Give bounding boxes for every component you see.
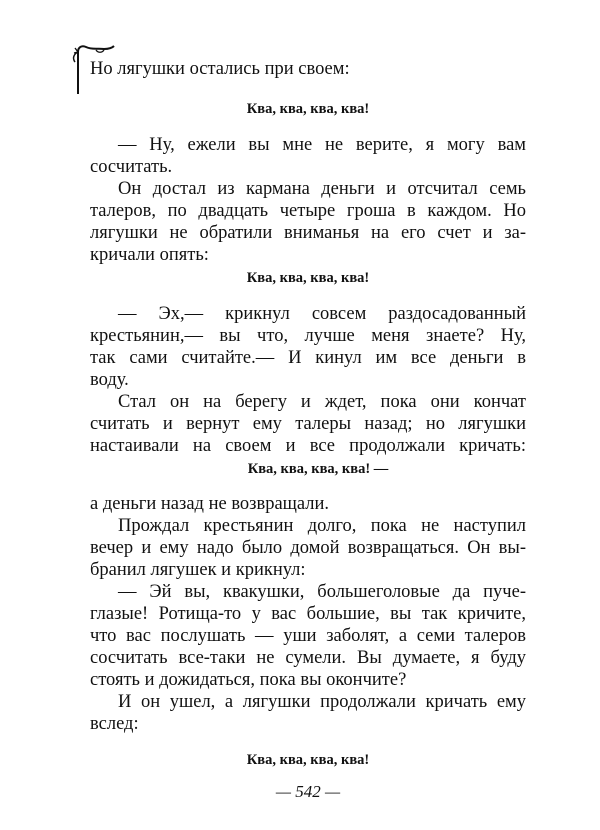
text-line: бранил лягушек и крикнул:	[90, 560, 306, 580]
text-line: лягушки не обратили вниманья на его счет и за-	[90, 223, 526, 243]
text-line: стоять и дожидаться, пока вы окончите?	[90, 670, 407, 690]
refrain-line: Ква, ква, ква, ква!	[246, 270, 370, 286]
refrain-line: Ква, ква, ква, ква!	[246, 101, 370, 117]
text-line: — Эх,— крикнул совсем раздосадованный	[118, 304, 526, 324]
text-line: а деньги назад не возвращали.	[90, 494, 330, 514]
text-line: — Эй вы, квакушки, большеголовые да пуче-	[118, 582, 526, 602]
text-line: Но лягушки остались при своем:	[90, 59, 350, 79]
refrain-line: Ква, ква, ква, ква!	[246, 752, 370, 768]
text-line: что вас послушать — уши заболят, а семи талеров	[90, 626, 526, 646]
text-line: вслед:	[90, 714, 139, 734]
text-line: сосчитать все-таки не сумели. Вы думаете, я буду	[90, 648, 526, 668]
text-line: Стал он на берегу и ждет, пока они кончат	[118, 392, 526, 412]
text-line: Прождал крестьянин долго, пока не наступил	[118, 516, 526, 536]
text-line: Он достал из кармана деньги и отсчитал семь	[118, 179, 526, 199]
text-line: сосчитать.	[90, 157, 173, 177]
text-line: воду.	[90, 370, 129, 390]
page-number: — 542 —	[275, 782, 341, 801]
text-line: — Ну, ежели вы мне не верите, я могу вам	[118, 135, 526, 155]
text-line: кричали опять:	[90, 245, 209, 265]
text-line: крестьянин,— вы что, лучше меня знаете? Ну,	[90, 326, 526, 346]
text-line: так сами считайте.— И кинул им все деньги в	[90, 348, 526, 368]
text-line: считать и вернут ему талеры назад; но лягушки	[90, 414, 526, 434]
refrain-line: Ква, ква, ква, ква! —	[247, 461, 389, 477]
text-line: настаивали на своем и все продолжали кричать:	[90, 436, 526, 456]
text-line: глазые! Ротища-то у вас большие, вы так кричите,	[90, 604, 526, 624]
text-line: талеров, по двадцать четыре гроша в каждом. Но	[90, 201, 526, 221]
text-line: И он ушел, а лягушки продолжали кричать ему	[118, 692, 526, 712]
text-line: вечер и ему надо было домой возвращаться. Он вы-	[90, 538, 526, 558]
